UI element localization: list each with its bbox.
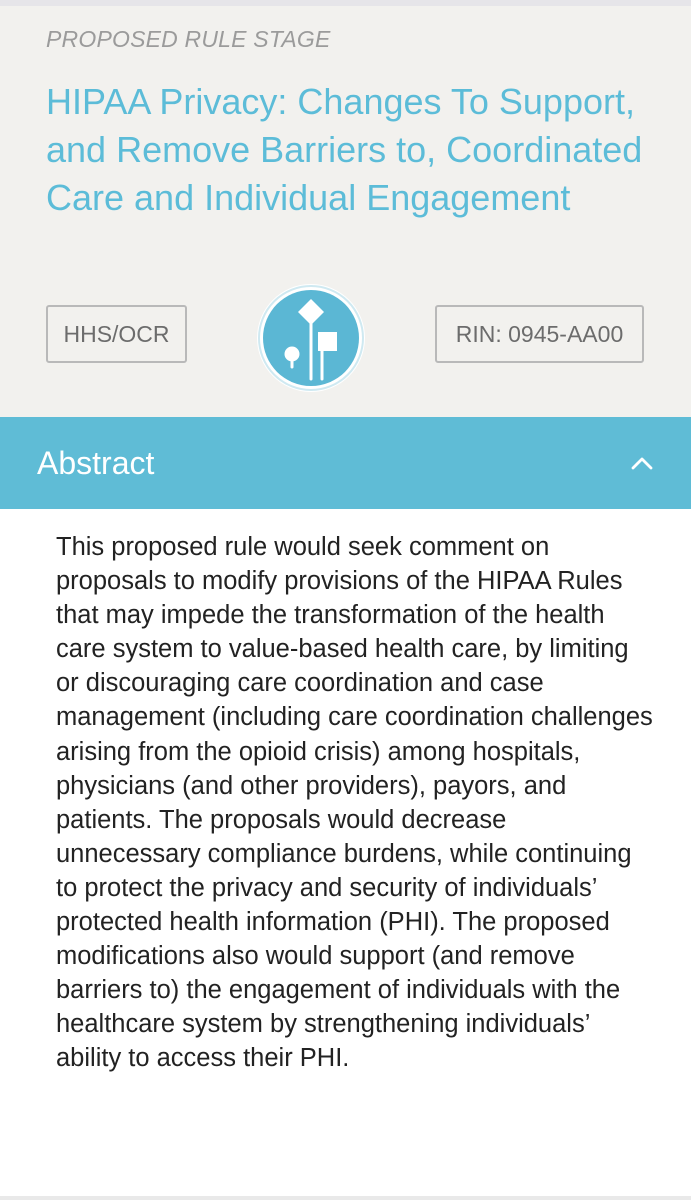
abstract-section-toggle[interactable]: [0, 417, 691, 509]
regulation-logo-icon: [256, 283, 366, 393]
chevron-up-icon[interactable]: [626, 447, 658, 479]
abstract-heading: Abstract: [37, 445, 155, 481]
agency-tag[interactable]: [46, 305, 187, 363]
rin-tag-label: RIN: 0945-AA00: [455, 320, 624, 347]
rin-tag[interactable]: [435, 305, 644, 363]
rule-title: HIPAA Privacy: Changes To Support, and Remove Barriers to, Coordinated Care and Individual Engagement: [46, 81, 643, 218]
abstract-text: This proposed rule would seek comment on proposals to modify provisions of the HIPAA Rules that may impede the transformation of the health care system to value-based health care, by limiting or discouraging care coordination and case management (including care coordination challenges arising from the opioid crisis) among hospitals, physicians (and other providers), payors, and patients. The proposals would decrease unnecessary compliance burdens, while continuing to protect the privacy and security of individuals’ protected health information (PHI). The proposed modifications also would support (and remove barriers to) the engagement of individuals with the healthcare system by strengthening individuals’ ability to access their PHI.: [56, 533, 653, 1073]
bottom-divider: [0, 1196, 691, 1200]
rule-stage-label: PROPOSED RULE STAGE: [46, 26, 331, 52]
agency-tag-label: HHS/OCR: [63, 320, 170, 347]
rule-header: [0, 6, 691, 417]
